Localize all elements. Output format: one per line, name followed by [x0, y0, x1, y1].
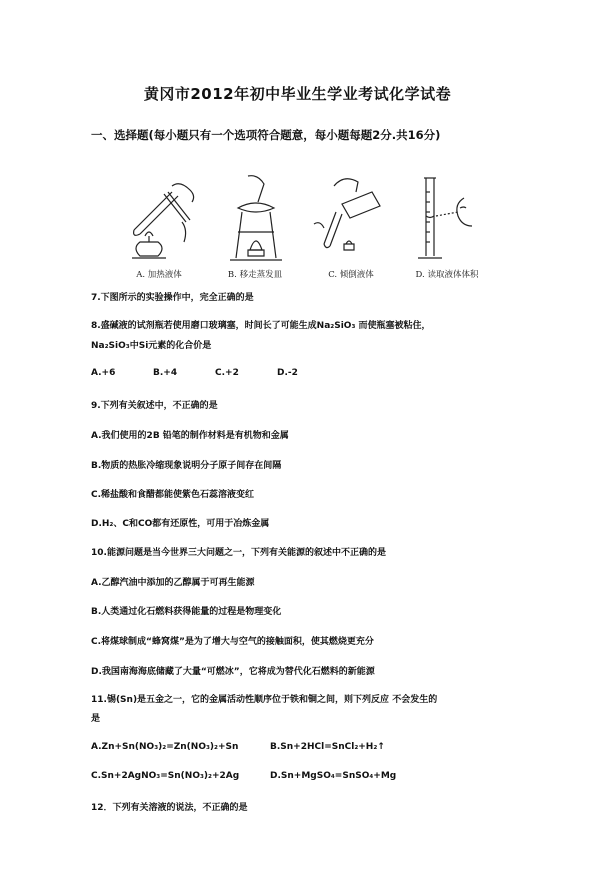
question-11-stem-line2: 是 — [91, 714, 101, 724]
question-8-option-c: C.+2 — [215, 368, 239, 378]
graduated-cylinder-illustration — [400, 172, 494, 268]
question-8-stem-line1: 8.盛碱液的试剂瓶若使用磨口玻璃塞，时间长了可能生成Na₂SiO₃ 而使瓶塞被粘住， — [91, 321, 431, 331]
question-10-stem: 10.能源问题是当今世界三大问题之一，下列有关能源的叙述中不正确的是 — [91, 548, 386, 558]
question-9-option-d: D.H₂、C和CO都有还原性，可用于冶炼金属 — [91, 519, 270, 529]
figure-b — [208, 172, 302, 290]
question-12-stem: 12．下列有关溶液的说法，不正确的是 — [91, 803, 248, 813]
question-11-option-d: D.Sn+MgSO₄=SnSO₄+Mg — [270, 771, 397, 781]
question-11-option-c: C.Sn+2AgNO₃=Sn(NO₃)₂+2Ag — [91, 771, 240, 781]
figure-b-caption: B. 移走蒸发皿 — [227, 270, 283, 280]
question-7-stem: 7.下图所示的实验操作中，完全正确的是 — [91, 293, 254, 303]
question-9-option-a: A.我们使用的2B 铅笔的制作材料是有机物和金属 — [91, 431, 289, 441]
question-8-options — [91, 368, 339, 378]
figure-c-caption: C. 倾倒液体 — [328, 270, 374, 280]
section-heading: 一、选择题(每小题只有一个选项符合题意，每小题每题2分.共16分) — [91, 128, 441, 142]
figure-a-caption: A. 加热液体 — [136, 270, 182, 280]
figure-d — [400, 172, 494, 290]
question-10-option-d: D.我国南海海底储藏了大量“可燃冰”，它将成为替代化石燃料的新能源 — [91, 667, 375, 677]
question-10-option-c: C.将煤球制成“蜂窝煤”是为了增大与空气的接触面积，使其燃烧更充分 — [91, 637, 374, 647]
figure-c — [304, 172, 398, 290]
question-8-option-a: A.+6 — [91, 368, 116, 378]
question-10-option-b: B.人类通过化石燃料获得能量的过程是物理变化 — [91, 607, 282, 617]
page-title: 黄冈市2012年初中毕业生学业考试化学试卷 — [143, 85, 452, 103]
question-8-option-d: D.-2 — [277, 368, 298, 378]
question-11-option-b: B.Sn+2HCl=SnCl₂+H₂↑ — [270, 742, 385, 752]
heating-liquid-illustration — [112, 172, 206, 268]
evaporating-dish-illustration — [208, 172, 302, 268]
figure-a — [112, 172, 206, 290]
question-8-option-b: B.+4 — [153, 368, 178, 378]
question-9-option-c: C.稀盐酸和食醋都能使紫色石蕊溶液变红 — [91, 490, 255, 500]
question-11-options-row1 — [91, 742, 385, 752]
question-11-options-row2 — [91, 771, 397, 781]
question-11-option-a: A.Zn+Sn(NO₃)₂=Zn(NO₃)₂+Sn — [91, 742, 239, 752]
question-10-option-a: A.乙醇汽油中添加的乙醇属于可再生能源 — [91, 578, 255, 588]
question-11-stem-line1: 11.锡(Sn)是五金之一，它的金属活动性顺序位于铁和铜之间，则下列反应 不会发生的 — [91, 695, 438, 705]
figure-d-caption: D. 读取液体体积 — [415, 270, 479, 280]
pouring-liquid-illustration — [304, 172, 398, 268]
question-8-stem-line2: Na₂SiO₃中Si元素的化合价是 — [91, 341, 212, 351]
experiment-figure — [112, 172, 490, 290]
question-9-stem: 9.下列有关叙述中，不正确的是 — [91, 401, 218, 411]
question-9-option-b: B.物质的热胀冷缩现象说明分子原子间存在间隔 — [91, 461, 282, 471]
